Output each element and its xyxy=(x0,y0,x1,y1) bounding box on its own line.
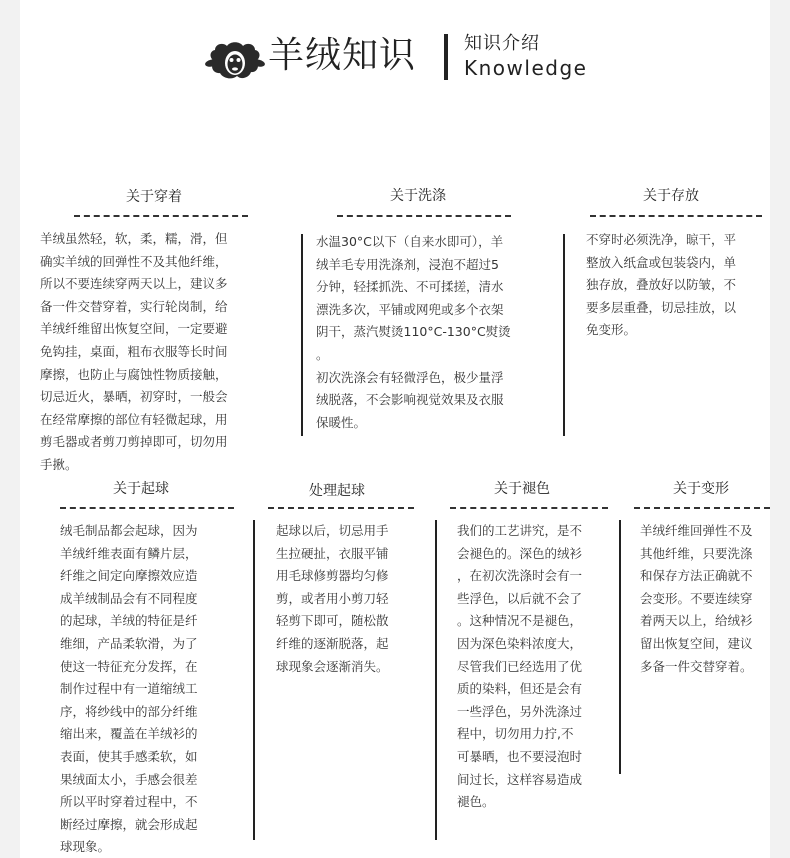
section-body-deformation: 羊绒纤维回弹性不及 其他纤维，只要洗涤 和保存方法正确就不 会变形。不要连续穿 着两天以上，给绒衫 留出恢复空间，建议 多备一件交替穿着。 xyxy=(640,523,753,674)
column-divider xyxy=(619,520,621,774)
section-body-washing: 水温30°C以下（自来水即可），羊 绒羊毛专用洗涤剂，浸泡不超过5 分钟，轻揉抓洗、不可揉搓，清水 漂洗多次，平铺或网兜或多个衣架 阴干，蒸汽熨烫110°C-130°C熨烫 。 初次洗涤会有轻微浮色，极少量浮 绒脱落，不会影响视觉效果及衣服 保暖性。 xyxy=(316,234,511,430)
column-divider xyxy=(301,234,303,436)
section-body-pilling: 绒毛制品都会起球，因为 羊绒纤维表面有鳞片层， 纤维之间定向摩擦效应造 成羊绒制品会有不同程度 的起球，羊绒的特征是纤 维细，产品柔软滑，为了 使这一特征充分发挥，在 制作过程中有一道缩绒工 序，将纱线中的部分纤维 缩出来，覆盖在羊绒衫的 表面，使其手感柔软，如 果绒面太小，手感会很差 所以平时穿着过程中，不 断经过摩擦，就会形成起 球现象。 xyxy=(60,523,198,855)
section-divider-storage xyxy=(590,215,762,217)
section-body-fading: 我们的工艺讲究，是不 会褪色的。深色的绒衫 ，在初次洗涤时会有一 些浮色，以后就不会了 。这种情况不是褪色， 因为深色染料浓度大， 尽管我们已经选用了优 质的染料，但还是会有 一些浮色，另外洗涤过 程中，切勿用力拧,不 可暴晒，也不要浸泡时 间过长，这样容易造成 褪色。 xyxy=(457,523,583,810)
section-body-wearing: 羊绒虽然轻，软，柔，糯，滑，但 确实羊绒的回弹性不及其他纤维， 所以不要连续穿两天以上，建议多 备一件交替穿着，实行轮岗制，给 羊绒纤维留出恢复空间，一定要避 免钩挂，桌面，粗布衣服等长时间 摩擦，也防止与腐蚀性物质接触， 切忌近火，暴晒，初穿时，一般会 在经常摩擦的部位有轻微起球，用 剪毛器或者剪刀剪掉即可，切勿用 手揪。 xyxy=(40,231,228,472)
knowledge-page xyxy=(20,0,770,858)
section-divider-washing xyxy=(337,215,511,217)
section-title-fading: 关于褪色 xyxy=(494,481,550,497)
section-title-storage: 关于存放 xyxy=(643,188,699,204)
section-body-storage: 不穿时必须洗净，晾干，平 整放入纸盒或包装袋内，单 独存放，叠放好以防皱，不 要多层重叠，切忌挂放，以 免变形。 xyxy=(586,232,737,338)
sheep-head-icon xyxy=(205,39,265,83)
column-divider xyxy=(253,520,255,840)
header-divider xyxy=(444,34,448,80)
section-divider-fading xyxy=(450,507,608,509)
section-title-washing: 关于洗涤 xyxy=(390,188,446,204)
section-title-wearing: 关于穿着 xyxy=(126,189,182,205)
section-title-pilling: 关于起球 xyxy=(113,481,169,497)
header-subtitle xyxy=(464,33,587,79)
subtitle-en: Knowledge xyxy=(464,56,588,80)
section-divider-pilling xyxy=(60,507,234,509)
section-divider-wearing xyxy=(74,215,248,217)
column-divider xyxy=(563,234,565,436)
section-divider-deformation xyxy=(634,507,770,509)
section-body-handling: 起球以后，切忌用手 生拉硬扯，衣服平铺 用毛球修剪器均匀修 剪，或者用小剪刀轻 轻剪下即可，随松散 纤维的逐渐脱落，起 球现象会逐渐消失。 xyxy=(276,523,389,674)
section-title-handling: 处理起球 xyxy=(309,483,365,499)
column-divider xyxy=(435,520,437,840)
section-divider-handling xyxy=(268,507,414,509)
subtitle-cn: 知识介绍 xyxy=(464,33,540,54)
section-title-deformation: 关于变形 xyxy=(673,481,729,497)
page-title: 羊绒知识 xyxy=(268,35,417,76)
